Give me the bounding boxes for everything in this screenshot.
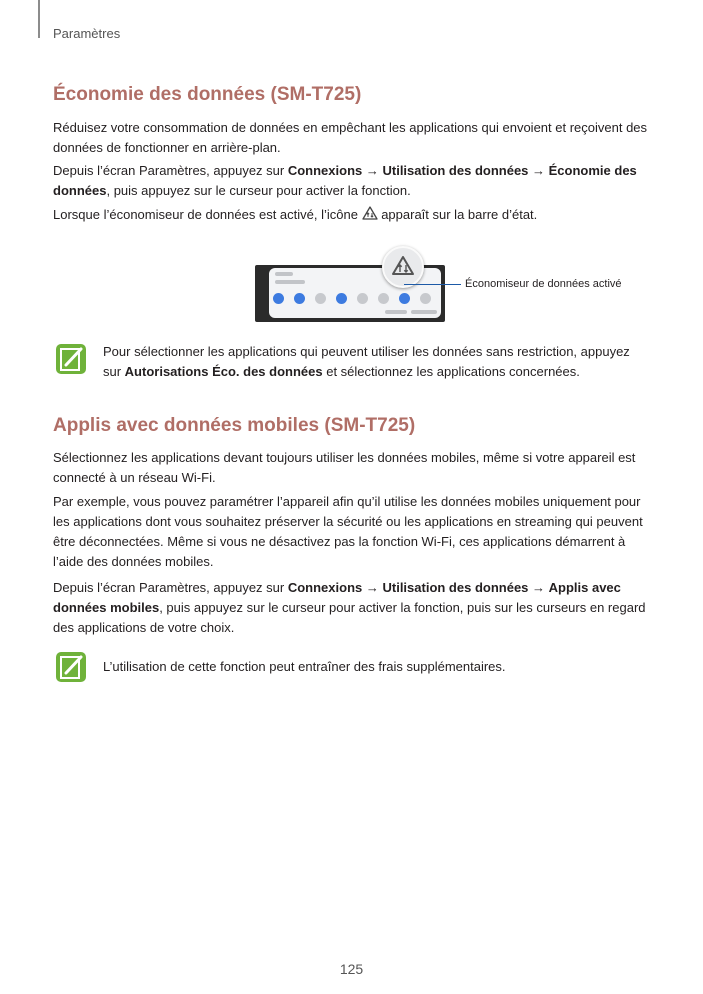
running-header: Paramètres <box>53 26 121 41</box>
menu-path-item: Économie des données <box>53 163 637 198</box>
battery-toggle <box>378 293 389 304</box>
panel-date <box>275 272 293 276</box>
note-icon <box>55 651 87 683</box>
data-saver-icon <box>384 248 422 286</box>
menu-path-item: Connexions <box>287 580 363 595</box>
paragraph: Réduisez votre consommation de données en empêchant les applications qui envoient et reçoivent des données de fonctionner en arrière-plan. <box>53 120 648 155</box>
menu-path-item: Applis avec données mobiles <box>53 580 621 615</box>
wifi-toggle <box>273 293 284 304</box>
menu-path-item: Autorisations Éco. des données <box>124 364 323 379</box>
note-icon <box>55 343 87 375</box>
callout-line <box>404 284 461 285</box>
panel-button <box>385 310 407 314</box>
bluetooth-toggle <box>315 293 326 304</box>
menu-path-item: Connexions <box>287 163 363 178</box>
header-rule <box>38 0 40 38</box>
rotation-toggle <box>336 293 347 304</box>
paragraph-instructions: Depuis l’écran Paramètres, appuyez sur Connexions → Utilisation des données → Économie des données, puis appuyez sur le curseur pour activer la fonction. <box>53 163 637 198</box>
panel-date <box>275 280 305 284</box>
data-saver-zoom <box>382 246 424 288</box>
data-saver-toggle <box>399 293 410 304</box>
flashlight-toggle <box>357 293 368 304</box>
paragraph-status-icon: Lorsque l’économiseur de données est activé, l’icône apparaît sur la barre d’état. <box>53 207 538 222</box>
paragraph: Sélectionnez les applications devant toujours utiliser les données mobiles, même si votre appareil est connecté à un réseau Wi-Fi. <box>53 450 636 485</box>
note-text: L’utilisation de cette fonction peut entraîner des frais supplémentaires. <box>103 659 506 674</box>
section-title-data-saver: Économie des données (SM-T725) <box>53 84 362 105</box>
sound-toggle <box>294 293 305 304</box>
more-toggle <box>420 293 431 304</box>
note-text: Pour sélectionner les applications qui peuvent utiliser les données sans restriction, appuyez sur Autorisations Éco. des données et sélectionnez les applications concernées. <box>103 344 630 379</box>
menu-path-item: Utilisation des données <box>382 580 529 595</box>
section-title-mobile-data-apps: Applis avec données mobiles (SM-T725) <box>53 415 416 436</box>
page-number: 125 <box>339 961 364 977</box>
panel-button <box>411 310 437 314</box>
menu-path-item: Utilisation des données <box>382 163 529 178</box>
paragraph-instructions: Depuis l’écran Paramètres, appuyez sur Connexions → Utilisation des données → Applis avec données mobiles, puis appuyez sur le curseur pour activer la fonction, puis sur les curseurs en regard des applications de votre choix. <box>53 580 646 635</box>
figure-callout: Économiseur de données activé <box>465 278 622 290</box>
paragraph: Par exemple, vous pouvez paramétrer l’appareil afin qu’il utilise les données mobiles uniquement pour les applications dont vous souhaitez préserver la sécurité ou les applications en streaming qui peuvent être déconnectées. Même si vous ne désactivez pas la fonction Wi-Fi, ces applications démarrent à l’aide des données mobiles. <box>53 494 643 569</box>
data-saver-icon <box>362 206 378 221</box>
